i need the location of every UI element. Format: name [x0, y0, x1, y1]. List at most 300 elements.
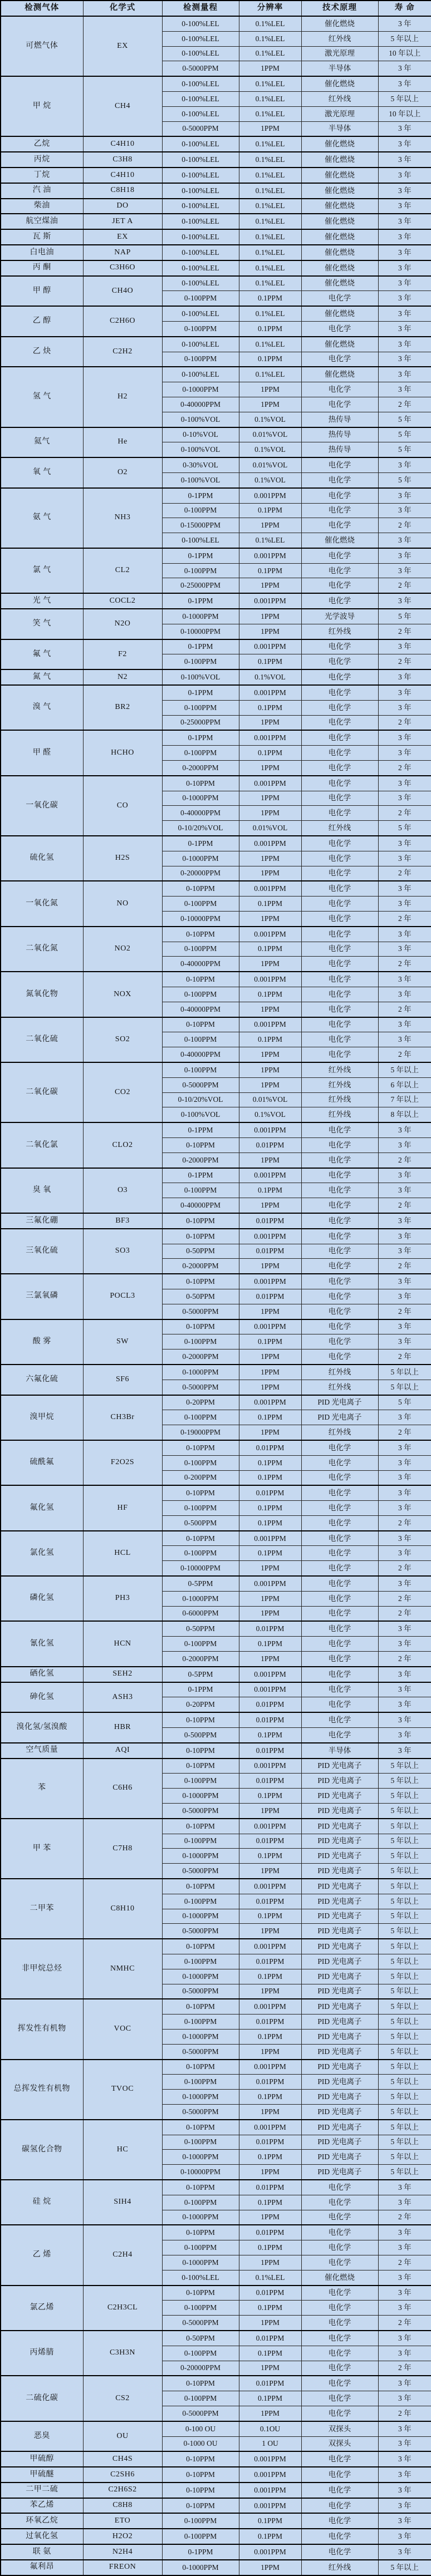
range-cell: 0-100PPM: [162, 1774, 239, 1789]
formula-cell: C2H6O: [83, 306, 162, 337]
formula-cell: TVOC: [83, 2060, 162, 2120]
principle-cell: PID 光电离子: [301, 2135, 378, 2150]
table-row: [1, 306, 431, 321]
principle-cell: 电化学: [301, 2255, 378, 2270]
principle-cell: PID 光电离子: [301, 1999, 378, 2014]
principle-cell: 电化学: [301, 2467, 378, 2483]
principle-cell: 电化学: [301, 2301, 378, 2316]
principle-cell: 双探头: [301, 2436, 378, 2451]
range-cell: 0-100PPM: [162, 1546, 239, 1561]
table-row: [1, 168, 431, 183]
gas-name-cell: 甲 醇: [1, 276, 83, 307]
resolution-cell: 1PPM: [239, 1804, 301, 1819]
table-row: [1, 214, 431, 229]
principle-cell: 催化燃烧: [301, 245, 378, 260]
lifespan-cell: 5 年: [378, 472, 431, 487]
lifespan-cell: 10 年以上: [378, 106, 431, 121]
formula-cell: F2O2S: [83, 1440, 162, 1485]
resolution-cell: 0.1PPM: [239, 291, 301, 306]
lifespan-cell: 3 年: [378, 199, 431, 214]
principle-cell: 电化学: [301, 548, 378, 563]
lifespan-cell: 3 年: [378, 2529, 431, 2544]
range-cell: 0-100PPM: [162, 1410, 239, 1425]
range-cell: 0-100PPM: [162, 563, 239, 578]
principle-cell: 电化学: [301, 1440, 378, 1455]
gas-name-cell: 乙烷: [1, 136, 83, 152]
lifespan-cell: 3 年: [378, 2195, 431, 2210]
principle-cell: 电化学: [301, 639, 378, 654]
gas-name-cell: 甲 烷: [1, 76, 83, 136]
range-cell: 0-10PPM: [162, 1939, 239, 1954]
resolution-cell: 0.1PPM: [239, 2195, 301, 2210]
resolution-cell: 0.001PPM: [239, 1759, 301, 1774]
resolution-cell: 0.001PPM: [239, 1819, 301, 1834]
lifespan-cell: 5 年: [378, 1395, 431, 1410]
lifespan-cell: 3 年: [378, 168, 431, 183]
formula-cell: C2SH6: [83, 2467, 162, 2483]
range-cell: 0-5000PPM: [162, 1984, 239, 1999]
lifespan-cell: 2 年: [378, 2316, 431, 2331]
principle-cell: 电化学: [301, 715, 378, 730]
table-row: [1, 16, 431, 31]
formula-cell: C2H2: [83, 337, 162, 367]
lifespan-cell: 3 年: [378, 1743, 431, 1759]
resolution-cell: 1PPM: [239, 1198, 301, 1213]
range-cell: 0-5000PPM: [162, 2044, 239, 2059]
gas-name-cell: 臭 氧: [1, 1168, 83, 1213]
range-cell: 0-10PPM: [162, 1879, 239, 1894]
lifespan-cell: 3 年: [378, 2421, 431, 2436]
resolution-cell: 0.1PPM: [239, 746, 301, 761]
range-cell: 0-10000PPM: [162, 624, 239, 639]
principle-cell: 电化学: [301, 851, 378, 866]
table-row: [1, 1999, 431, 2014]
lifespan-cell: 10 年以上: [378, 46, 431, 61]
principle-cell: 电化学: [301, 2513, 378, 2529]
principle-cell: 电化学: [301, 761, 378, 776]
table-row: [1, 730, 431, 745]
col-header-formula: 化学式: [83, 1, 162, 16]
principle-cell: 催化燃烧: [301, 367, 378, 382]
gas-name-cell: 丙烯腈: [1, 2331, 83, 2376]
col-header-resolution: 分辨率: [239, 1, 301, 16]
resolution-cell: 1PPM: [239, 1561, 301, 1576]
range-cell: 0-100PPM: [162, 2240, 239, 2255]
principle-cell: 光学波导: [301, 609, 378, 624]
range-cell: 0-5PPM: [162, 1576, 239, 1591]
resolution-cell: 1PPM: [239, 1047, 301, 1062]
range-cell: 0-5000PPM: [162, 2406, 239, 2421]
lifespan-cell: 3 年: [378, 1546, 431, 1561]
resolution-cell: 0.01%VOL: [239, 821, 301, 836]
resolution-cell: 0.001PPM: [239, 836, 301, 851]
formula-cell: HCHO: [83, 730, 162, 775]
principle-cell: 电化学: [301, 1032, 378, 1047]
principle-cell: PID 光电离子: [301, 2165, 378, 2180]
principle-cell: 激光原理: [301, 106, 378, 121]
range-cell: 0-40000PPM: [162, 1002, 239, 1017]
principle-cell: PID 光电离子: [301, 1804, 378, 1819]
principle-cell: 电化学: [301, 987, 378, 1002]
range-cell: 0-10PPM: [162, 1229, 239, 1244]
principle-cell: 电化学: [301, 1712, 378, 1727]
formula-cell: CO: [83, 776, 162, 836]
principle-cell: 电化学: [301, 1728, 378, 1743]
resolution-cell: 0.1%LEL: [239, 2270, 301, 2285]
range-cell: 0-100%VOL: [162, 1107, 239, 1122]
resolution-cell: 0.1%LEL: [239, 245, 301, 260]
gas-name-cell: 硒化氢: [1, 1667, 83, 1682]
range-cell: 0-1000PPM: [162, 2560, 239, 2575]
table-row: [1, 1365, 431, 1380]
lifespan-cell: 3 年: [378, 1667, 431, 1682]
resolution-cell: 0.1%LEL: [239, 106, 301, 121]
range-cell: 0-100PPM: [162, 2014, 239, 2030]
resolution-cell: 0.1%VOL: [239, 1107, 301, 1122]
range-cell: 0-1000PPM: [162, 2029, 239, 2044]
resolution-cell: 1PPM: [239, 1349, 301, 1365]
formula-cell: C8H10: [83, 1879, 162, 1939]
principle-cell: 电化学: [301, 2498, 378, 2514]
range-cell: 0-100PPM: [162, 1501, 239, 1516]
principle-cell: 电化学: [301, 1152, 378, 1168]
lifespan-cell: 3 年: [378, 2331, 431, 2346]
principle-cell: PID 光电离子: [301, 1879, 378, 1894]
lifespan-cell: 3 年: [378, 987, 431, 1002]
resolution-cell: 0.1PPM: [239, 2150, 301, 2165]
lifespan-cell: 3 年: [378, 533, 431, 548]
resolution-cell: 0.1PPM: [239, 352, 301, 367]
resolution-cell: 0.1%LEL: [239, 533, 301, 548]
lifespan-cell: 2 年: [378, 866, 431, 881]
resolution-cell: 0.1%LEL: [239, 260, 301, 276]
table-row: [1, 1531, 431, 1546]
lifespan-cell: 3 年: [378, 2270, 431, 2285]
lifespan-cell: 2 年: [378, 624, 431, 639]
principle-cell: 电化学: [301, 2286, 378, 2301]
range-cell: 0-10PPM: [162, 2467, 239, 2483]
lifespan-cell: 3 年: [378, 1455, 431, 1470]
range-cell: 0-10/20%VOL: [162, 1092, 239, 1107]
resolution-cell: 0.1PPM: [239, 2391, 301, 2406]
lifespan-cell: 3 年: [378, 746, 431, 761]
formula-cell: C3H6O: [83, 260, 162, 276]
resolution-cell: 0.1PPM: [239, 2029, 301, 2044]
resolution-cell: 0.01PPM: [239, 1697, 301, 1712]
lifespan-cell: 3 年: [378, 2513, 431, 2529]
range-cell: 0-100%VOL: [162, 442, 239, 457]
lifespan-cell: 5 年以上: [378, 1939, 431, 1954]
range-cell: 0-2000PPM: [162, 761, 239, 776]
lifespan-cell: 3 年: [378, 2301, 431, 2316]
principle-cell: PID 光电离子: [301, 1410, 378, 1425]
principle-cell: PID 光电离子: [301, 2104, 378, 2119]
resolution-cell: 0.01PPM: [239, 2180, 301, 2195]
range-cell: 0-100PPM: [162, 2135, 239, 2150]
resolution-cell: 1PPM: [239, 1591, 301, 1606]
principle-cell: 半导体: [301, 1743, 378, 1759]
lifespan-cell: 3 年: [378, 306, 431, 321]
range-cell: 0-1000PPM: [162, 2090, 239, 2105]
gas-name-cell: 六氟化硫: [1, 1365, 83, 1395]
lifespan-cell: 3 年: [378, 897, 431, 912]
table-row: [1, 2451, 431, 2467]
table-row: [1, 1017, 431, 1032]
range-cell: 0-1PPM: [162, 593, 239, 609]
table-row: [1, 927, 431, 942]
lifespan-cell: 3 年: [378, 1410, 431, 1425]
gas-name-cell: 苯: [1, 1759, 83, 1819]
formula-cell: BR2: [83, 685, 162, 730]
resolution-cell: 0.001PPM: [239, 2483, 301, 2498]
lifespan-cell: 5 年以上: [378, 1954, 431, 1969]
gas-table-body: [1, 16, 431, 2575]
formula-cell: ASH3: [83, 1682, 162, 1713]
resolution-cell: 1PPM: [239, 2406, 301, 2421]
range-cell: 0-10PPM: [162, 881, 239, 896]
range-cell: 0-10000PPM: [162, 1561, 239, 1576]
principle-cell: 电化学: [301, 1259, 378, 1274]
range-cell: 0-100%LEL: [162, 152, 239, 168]
resolution-cell: 0.1PPM: [239, 1470, 301, 1485]
resolution-cell: 0.01PPM: [239, 2014, 301, 2030]
resolution-cell: 0.1%VOL: [239, 412, 301, 427]
table-row: [1, 2560, 431, 2575]
lifespan-cell: 2 年: [378, 1425, 431, 1440]
lifespan-cell: 6 年以上: [378, 1077, 431, 1092]
range-cell: 0-100%LEL: [162, 276, 239, 291]
table-row: [1, 2467, 431, 2483]
lifespan-cell: 3 年: [378, 1440, 431, 1455]
range-cell: 0-100%LEL: [162, 2270, 239, 2285]
lifespan-cell: 2 年: [378, 578, 431, 593]
range-cell: 0-100PPM: [162, 1894, 239, 1909]
principle-cell: 电化学: [301, 1667, 378, 1682]
range-cell: 0-5000PPM: [162, 1804, 239, 1819]
resolution-cell: 0.1PPM: [239, 1909, 301, 1924]
lifespan-cell: 2 年: [378, 1591, 431, 1606]
formula-cell: CL2: [83, 548, 162, 593]
resolution-cell: 0.1%LEL: [239, 183, 301, 199]
resolution-cell: 1PPM: [239, 382, 301, 397]
lifespan-cell: 5 年以上: [378, 2060, 431, 2075]
lifespan-cell: 3 年: [378, 183, 431, 199]
lifespan-cell: 3 年: [378, 836, 431, 851]
range-cell: 0-10PPM: [162, 2225, 239, 2240]
lifespan-cell: 3 年: [378, 1728, 431, 1743]
resolution-cell: 0.01PPM: [239, 1774, 301, 1789]
lifespan-cell: 3 年: [378, 1229, 431, 1244]
table-row: [1, 2120, 431, 2135]
lifespan-cell: 3 年: [378, 2346, 431, 2361]
principle-cell: PID 光电离子: [301, 1834, 378, 1849]
range-cell: 0-10000PPM: [162, 2165, 239, 2180]
range-cell: 0-100%LEL: [162, 183, 239, 199]
principle-cell: 电化学: [301, 1485, 378, 1500]
range-cell: 0-1000PPM: [162, 1969, 239, 1984]
table-row: [1, 2376, 431, 2391]
resolution-cell: 1PPM: [239, 1606, 301, 1621]
principle-cell: 电化学: [301, 1606, 378, 1621]
resolution-cell: 1PPM: [239, 2210, 301, 2225]
principle-cell: 双探头: [301, 2421, 378, 2436]
formula-cell: CS2: [83, 2376, 162, 2421]
table-row: [1, 881, 431, 896]
resolution-cell: 0.001PPM: [239, 881, 301, 896]
table-row: [1, 548, 431, 563]
range-cell: 0-100%LEL: [162, 16, 239, 31]
principle-cell: 电化学: [301, 1515, 378, 1530]
gas-name-cell: 挥发性有机物: [1, 1999, 83, 2059]
resolution-cell: 1PPM: [239, 1365, 301, 1380]
gas-name-cell: 环氧乙烷: [1, 2513, 83, 2529]
gas-name-cell: 氢 气: [1, 367, 83, 427]
table-row: [1, 260, 431, 276]
formula-cell: ETO: [83, 2513, 162, 2529]
gas-name-cell: 甲 醛: [1, 730, 83, 775]
table-row: [1, 245, 431, 260]
resolution-cell: 0.001PPM: [239, 1395, 301, 1410]
header-row: [1, 1, 431, 16]
lifespan-cell: 3 年: [378, 2467, 431, 2483]
resolution-cell: 0.1%VOL: [239, 669, 301, 685]
table-row: [1, 1319, 431, 1334]
formula-cell: CH4: [83, 76, 162, 136]
principle-cell: 催化燃烧: [301, 260, 378, 276]
range-cell: 0-100%LEL: [162, 46, 239, 61]
principle-cell: 红外线: [301, 31, 378, 46]
resolution-cell: 0.1PPM: [239, 1789, 301, 1804]
table-row: [1, 1485, 431, 1500]
range-cell: 0-1PPM: [162, 548, 239, 563]
lifespan-cell: 3 年: [378, 2451, 431, 2467]
principle-cell: 电化学: [301, 488, 378, 503]
gas-name-cell: 氮 气: [1, 669, 83, 685]
resolution-cell: 0.001PPM: [239, 1017, 301, 1032]
principle-cell: 电化学: [301, 1697, 378, 1712]
resolution-cell: 0.1PPM: [239, 700, 301, 715]
resolution-cell: 0.001PPM: [239, 2467, 301, 2483]
resolution-cell: 0.01PPM: [239, 1954, 301, 1969]
resolution-cell: 1PPM: [239, 609, 301, 624]
range-cell: 0-25000PPM: [162, 578, 239, 593]
range-cell: 0-100PPM: [162, 503, 239, 518]
range-cell: 0-1000PPM: [162, 1789, 239, 1804]
principle-cell: 电化学: [301, 776, 378, 791]
lifespan-cell: 5 年以上: [378, 2090, 431, 2105]
lifespan-cell: 3 年: [378, 1531, 431, 1546]
lifespan-cell: 3 年: [378, 2436, 431, 2451]
range-cell: 0-2000PPM: [162, 1152, 239, 1168]
range-cell: 0-10PPM: [162, 1743, 239, 1759]
gas-name-cell: 二甲二硫: [1, 2483, 83, 2498]
lifespan-cell: 3 年: [378, 548, 431, 563]
range-cell: 0-25000PPM: [162, 715, 239, 730]
principle-cell: 电化学: [301, 730, 378, 745]
lifespan-cell: 3 年: [378, 972, 431, 987]
resolution-cell: 0.01PPM: [239, 2135, 301, 2150]
gas-name-cell: 氯化氢: [1, 1531, 83, 1576]
principle-cell: 电化学: [301, 1576, 378, 1591]
resolution-cell: 0.1%LEL: [239, 306, 301, 321]
principle-cell: 电化学: [301, 1349, 378, 1365]
lifespan-cell: 3 年: [378, 321, 431, 336]
formula-cell: NH3: [83, 488, 162, 548]
lifespan-cell: 5 年以上: [378, 1789, 431, 1804]
gas-name-cell: 航空煤油: [1, 214, 83, 229]
principle-cell: 电化学: [301, 2376, 378, 2391]
gas-name-cell: 苯乙烯: [1, 2498, 83, 2514]
formula-cell: N2: [83, 669, 162, 685]
formula-cell: JET A: [83, 214, 162, 229]
lifespan-cell: 2 年: [378, 912, 431, 927]
range-cell: 0-10PPM: [162, 1759, 239, 1774]
lifespan-cell: 5 年以上: [378, 2560, 431, 2575]
table-row: [1, 1621, 431, 1636]
range-cell: 0-20PPM: [162, 1697, 239, 1712]
principle-cell: PID 光电离子: [301, 1969, 378, 1984]
principle-cell: PID 光电离子: [301, 2060, 378, 2075]
range-cell: 0-100%VOL: [162, 669, 239, 685]
table-row: [1, 1939, 431, 1954]
table-row: [1, 1743, 431, 1759]
lifespan-cell: 2 年: [378, 518, 431, 533]
lifespan-cell: 3 年: [378, 76, 431, 91]
range-cell: 0-100PPM: [162, 746, 239, 761]
principle-cell: PID 光电离子: [301, 1759, 378, 1774]
resolution-cell: 0.1PPM: [239, 2513, 301, 2529]
formula-cell: DO: [83, 199, 162, 214]
lifespan-cell: 3 年: [378, 1501, 431, 1516]
lifespan-cell: 3 年: [378, 152, 431, 168]
lifespan-cell: 3 年: [378, 2376, 431, 2391]
principle-cell: PID 光电离子: [301, 1894, 378, 1909]
principle-cell: 催化燃烧: [301, 76, 378, 91]
lifespan-cell: 3 年: [378, 776, 431, 791]
range-cell: 0-40000PPM: [162, 957, 239, 972]
gas-name-cell: 氧 气: [1, 457, 83, 488]
principle-cell: 电化学: [301, 1531, 378, 1546]
range-cell: 0-100PPM: [162, 1455, 239, 1470]
principle-cell: 红外线: [301, 1365, 378, 1380]
gas-name-cell: 丙 酮: [1, 260, 83, 276]
resolution-cell: 0.01PPM: [239, 1137, 301, 1152]
principle-cell: 红外线: [301, 1107, 378, 1122]
principle-cell: 电化学: [301, 912, 378, 927]
principle-cell: 电化学: [301, 291, 378, 306]
principle-cell: 半导体: [301, 121, 378, 136]
lifespan-cell: 3 年: [378, 1470, 431, 1485]
principle-cell: 电化学: [301, 957, 378, 972]
resolution-cell: 1PPM: [239, 2560, 301, 2575]
table-row: [1, 457, 431, 472]
resolution-cell: 0.1PPM: [239, 1515, 301, 1530]
lifespan-cell: 2 年: [378, 2210, 431, 2225]
principle-cell: 电化学: [301, 321, 378, 336]
gas-name-cell: 二氧化硫: [1, 1017, 83, 1062]
range-cell: 0-100%LEL: [162, 337, 239, 352]
gas-name-cell: 二氧化碳: [1, 1062, 83, 1122]
range-cell: 0-10PPM: [162, 1213, 239, 1229]
resolution-cell: 0.01PPM: [239, 1244, 301, 1259]
lifespan-cell: 3 年: [378, 245, 431, 260]
range-cell: 0-1000PPM: [162, 609, 239, 624]
lifespan-cell: 3 年: [378, 2286, 431, 2301]
resolution-cell: 0.1%VOL: [239, 442, 301, 457]
col-header-principle: 技术原理: [301, 1, 378, 16]
range-cell: 0-10PPM: [162, 1485, 239, 1500]
range-cell: 0-40000PPM: [162, 1198, 239, 1213]
